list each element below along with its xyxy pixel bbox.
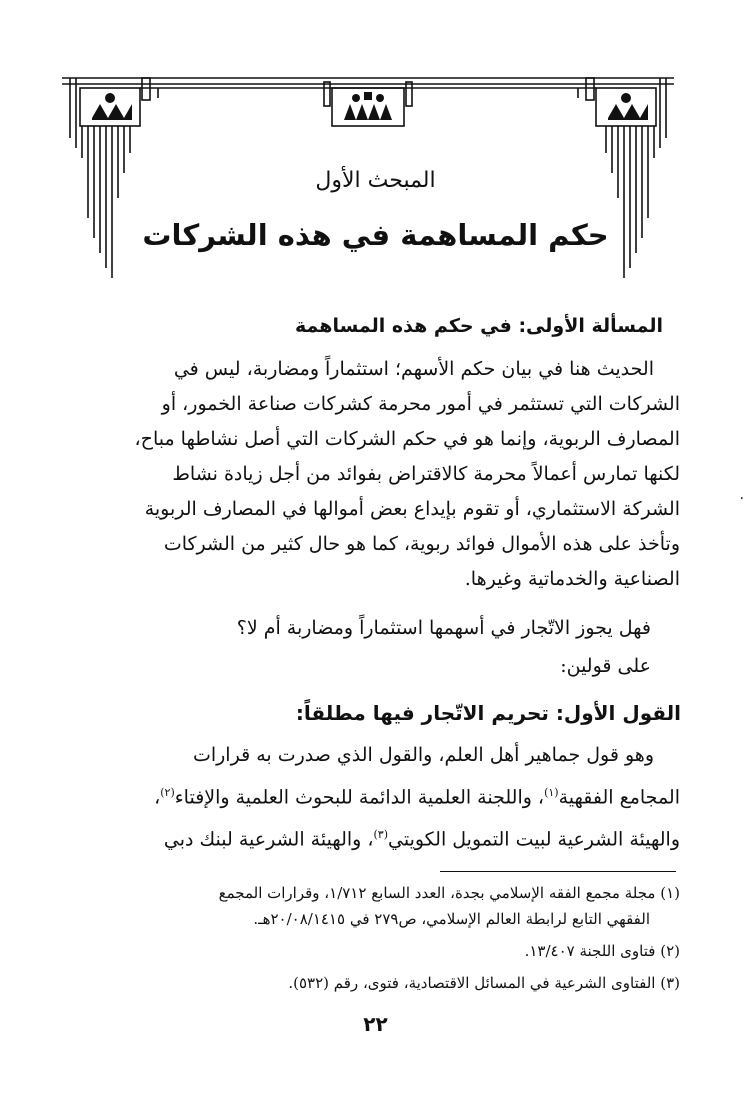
footnote-text: مجلة مجمع الفقه الإسلامي بجدة، العدد السابع ١/٧١٢، وقرارات المجمع <box>218 884 656 902</box>
page-number: ٢٢ <box>363 1012 388 1036</box>
paragraph-line: الحديث هنا في بيان حكم الأسهم؛ استثماراً ومضاربة، ليس في <box>173 358 654 380</box>
footnote-divider <box>440 871 676 872</box>
footnote-number: (٣) <box>660 974 680 992</box>
footnote-number: (١) <box>660 884 680 902</box>
page-title: حكم المساهمة في هذه الشركات <box>142 218 609 252</box>
text-fragment: ، واللجنة العلمية الدائمة للبحوث العلمية والإفتاء <box>174 786 545 809</box>
paragraph-line: وهو قول جماهير أهل العلم، والقول الذي صدرت به قرارات <box>192 744 654 766</box>
text-fragment: ، <box>154 786 161 809</box>
text-fragment: ، والهيئة الشرعية لبنك دبي <box>163 828 374 851</box>
footnotes <box>62 880 680 1002</box>
question-line: فهل يجوز الاتّجار في أسهمها استثماراً ومضاربة أم لا؟ <box>236 617 651 639</box>
text-fragment: المجامع الفقهية <box>558 786 680 809</box>
footnote-text: فتاوى اللجنة ١٣/٤٠٧. <box>524 942 656 960</box>
text-fragment: والهيئة الشرعية لبيت التمويل الكويتي <box>388 828 680 851</box>
first-opinion-title: القول الأول: تحريم الاتّجار فيها مطلقاً: <box>295 701 681 725</box>
body-paragraph-2 <box>62 737 680 859</box>
paragraph-line: لكنها تمارس أعمالاً محرمة كالاقتراض بفوائد من أجل زيادة نشاط <box>172 463 680 485</box>
footnote-1 <box>62 880 680 932</box>
footnote-text: الفتاوى الشرعية في المسائل الاقتصادية، فتوى، رقم (٥٣٢). <box>288 974 656 992</box>
subsection-title: المسألة الأولى: في حكم هذه المساهمة <box>295 315 663 337</box>
paragraph-line <box>62 816 680 858</box>
paragraph-line: المصارف الربوية، وإنما هو في حكم الشركات التي أصل نشاطها مباح، <box>134 428 680 450</box>
paragraph-line: الشركات التي تستثمر في أمور محرمة كشركات صناعة الخمور، أو <box>161 393 680 415</box>
paragraph-line: الشركة الاستثماري، أو تقوم بإيداع بعض أموالها في المصارف الربوية <box>144 498 680 520</box>
body-paragraph-1 <box>62 352 680 597</box>
section-label: المبحث الأول <box>315 168 436 193</box>
answer-intro: على قولين: <box>560 655 651 677</box>
footnote-ref-3[interactable]: (٣) <box>373 828 388 842</box>
footnote-ref-2[interactable]: (٢) <box>160 786 175 799</box>
footnote-text: الفقهي التابع لرابطة العالم الإسلامي، ص٢٧٩ في ٢٠/٠٨/١٤١٥هـ. <box>253 910 650 928</box>
footnote-3 <box>62 970 680 996</box>
footnote-2 <box>62 938 680 964</box>
paragraph-line: الصناعية والخدماتية وغيرها. <box>464 568 680 590</box>
paragraph-line <box>62 774 680 816</box>
paragraph-line: وتأخذ على هذه الأموال فوائد ربوية، كما هو حال كثير من الشركات <box>163 533 680 555</box>
margin-mark: ٠ <box>738 490 746 506</box>
footnote-ref-1[interactable]: (١) <box>544 786 559 799</box>
footnote-number: (٢) <box>660 942 680 960</box>
